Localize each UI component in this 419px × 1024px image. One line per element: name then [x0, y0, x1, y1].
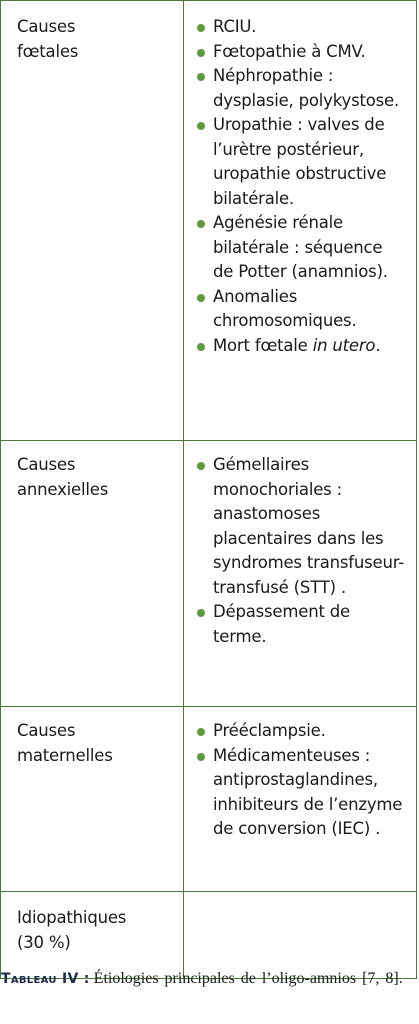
items-cell: [184, 707, 417, 892]
category-label: Idiopathiques (30 %): [17, 908, 127, 952]
items-cell: [184, 1, 417, 441]
list-item: Agénésie rénale bilatérale : séquence de Potter (anamnios).: [194, 211, 406, 285]
list-item: Dépassement de terme.: [194, 600, 406, 649]
list-item: Gémellaires monochoriales : anastomoses placentaires dans les syndromes transfuseur-transfusé (STT) .: [194, 453, 406, 600]
item-list: [194, 719, 406, 842]
items-cell: [184, 441, 417, 707]
bullet-icon: [197, 220, 205, 228]
caption-label: Tableau IV :: [1, 971, 90, 987]
bullet-icon: [197, 462, 205, 470]
bullet-icon: [197, 49, 205, 57]
list-item: Néphropathie : dysplasie, polykystose.: [194, 64, 406, 113]
bullet-icon: [197, 728, 205, 736]
list-item: Uropathie : valves de l’urètre postérieur, uropathie obstructive bilatérale.: [194, 113, 406, 211]
table-row: [1, 707, 417, 892]
table-caption: [1, 968, 413, 990]
table-row: [1, 441, 417, 707]
list-item: Anomalies chromosomiques.: [194, 285, 406, 334]
category-cell: [1, 441, 184, 707]
category-label: Causes annexielles: [17, 455, 109, 499]
caption-text: Étiologies principales de l’oligo-amnios [7, 8].: [93, 970, 403, 987]
list-item: Médicamenteuses : antiprostaglandines, inhibiteurs de l’enzyme de conversion (IEC) .: [194, 744, 406, 842]
list-item: RCIU.: [194, 15, 406, 40]
item-list: [194, 453, 406, 649]
list-item: Mort fœtale in utero.: [194, 334, 406, 359]
category-cell: [1, 1, 184, 441]
category-cell: [1, 707, 184, 892]
category-label: Causes maternelles: [17, 721, 113, 765]
category-cell: [1, 892, 184, 979]
bullet-icon: [197, 753, 205, 761]
bullet-icon: [197, 24, 205, 32]
item-list: [194, 15, 406, 358]
bullet-icon: [197, 609, 205, 617]
table-row: [1, 892, 417, 979]
bullet-icon: [197, 122, 205, 130]
list-item: Prééclampsie.: [194, 719, 406, 744]
bullet-icon: [197, 343, 205, 351]
bullet-icon: [197, 73, 205, 81]
category-label: Causes fœtales: [17, 17, 79, 61]
items-cell: [184, 892, 417, 979]
list-item: Fœtopathie à CMV.: [194, 40, 406, 65]
bullet-icon: [197, 294, 205, 302]
table-row: [1, 1, 417, 441]
